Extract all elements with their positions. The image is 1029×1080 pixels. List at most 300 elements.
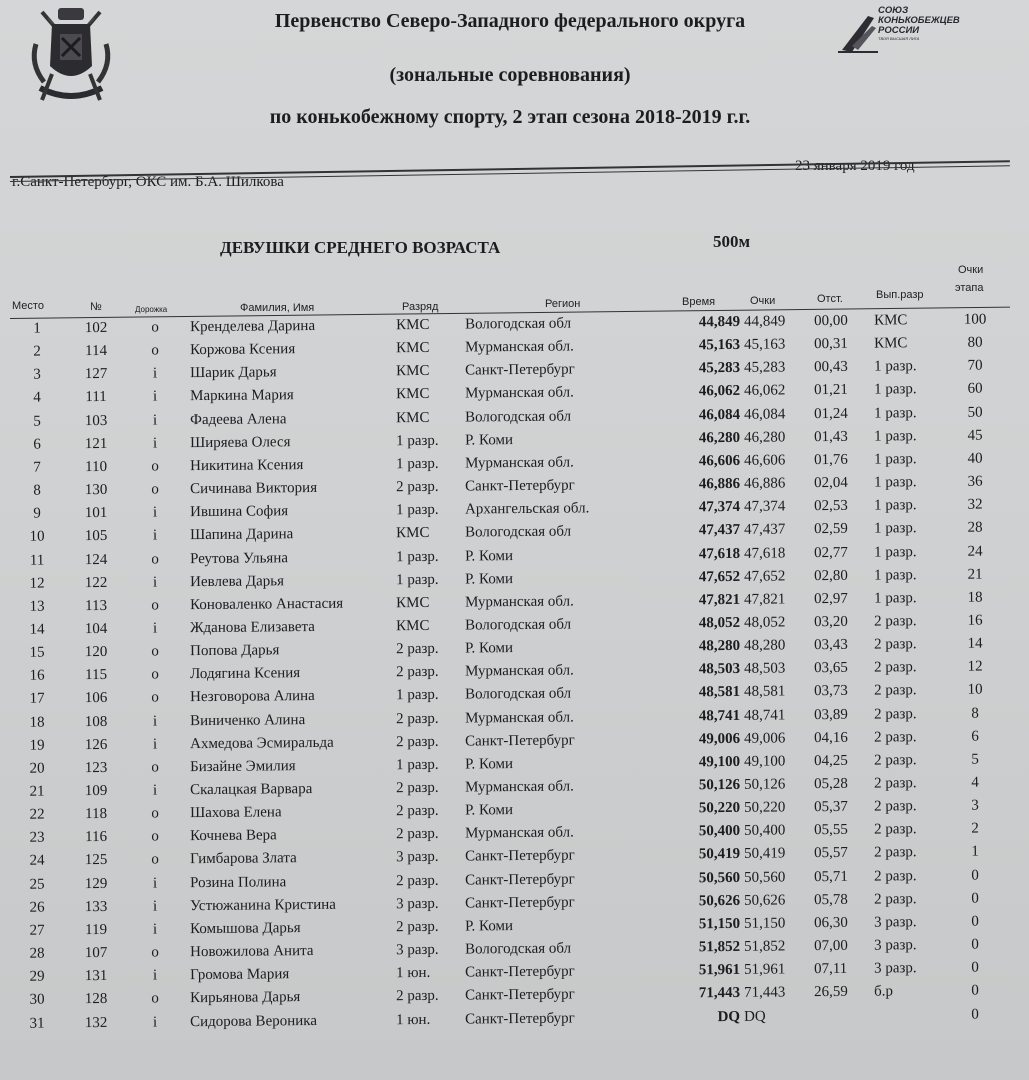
- lane-cell: o: [151, 481, 159, 498]
- place-cell: 14: [29, 621, 45, 638]
- gap-cell: 04,16: [813, 729, 848, 746]
- points-cell: 47,437: [743, 521, 786, 539]
- gap-cell: 00,31: [813, 336, 848, 353]
- grade-cell: 2 разр.: [873, 798, 917, 815]
- place-cell: 7: [33, 459, 41, 476]
- time-cell: 47,437: [698, 522, 741, 539]
- time-cell: 46,062: [698, 383, 741, 400]
- points-cell: 48,503: [743, 660, 786, 678]
- grade-cell: 3 разр.: [873, 914, 917, 931]
- number-cell: 119: [85, 921, 108, 939]
- lane-cell: o: [151, 666, 159, 683]
- gap-cell: 02,04: [813, 474, 848, 492]
- grade-cell: 1 разр.: [873, 358, 917, 375]
- grade-cell: 2 разр.: [873, 636, 917, 653]
- points-cell: 48,581: [743, 683, 786, 701]
- athlete-name: Скалацкая Варвара: [189, 781, 313, 799]
- title-line-1: Первенство Северо-Западного федерального округа: [274, 10, 746, 32]
- number-cell: 107: [84, 945, 108, 962]
- athlete-name: Сидорова Вероника: [189, 1012, 318, 1030]
- col-time: Время: [682, 296, 716, 308]
- stage-points-cell: 32: [967, 496, 983, 513]
- place-cell: 24: [29, 853, 45, 870]
- rank-cell: 2 разр.: [395, 802, 439, 820]
- points-cell: 47,821: [743, 591, 786, 608]
- time-cell: 71,443: [698, 985, 741, 1002]
- athlete-name: Коржова Ксения: [189, 341, 296, 359]
- number-cell: 129: [84, 875, 108, 892]
- region-cell: Мурманская обл.: [464, 338, 574, 356]
- points-cell: 47,652: [743, 568, 786, 585]
- region-cell: Вологодская обл: [464, 523, 572, 541]
- number-cell: 106: [84, 690, 108, 707]
- stage-points-cell: 18: [967, 589, 983, 606]
- number-cell: 120: [84, 644, 108, 661]
- lane-cell: i: [152, 365, 158, 382]
- title-line-3: по конькобежному спорту, 2 этап сезона 2018-2019 г.г.: [269, 106, 751, 128]
- athlete-name: Лодягина Ксения: [189, 665, 301, 683]
- rank-cell: 2 разр.: [395, 664, 439, 681]
- number-cell: 132: [84, 1014, 108, 1031]
- place-cell: 9: [33, 505, 41, 522]
- rank-cell: 1 юн.: [395, 965, 431, 982]
- time-cell: 46,084: [698, 406, 741, 423]
- points-cell: 50,626: [743, 892, 786, 909]
- place-cell: 19: [29, 737, 45, 754]
- region-cell: Санкт-Петербург: [464, 871, 575, 889]
- region-cell: Р. Коми: [464, 640, 514, 657]
- gap-cell: 01,21: [813, 382, 848, 399]
- gap-cell: 01,24: [813, 405, 848, 422]
- col-lane: Дорожка: [135, 305, 168, 314]
- gap-cell: 05,78: [813, 891, 848, 908]
- points-cell: 50,400: [743, 822, 786, 840]
- athlete-name: Шахова Елена: [189, 804, 282, 822]
- gap-cell: 04,25: [813, 752, 848, 770]
- points-cell: 47,618: [743, 544, 786, 562]
- rank-cell: 3 разр.: [395, 895, 439, 912]
- number-cell: 113: [85, 597, 108, 614]
- grade-cell: 2 разр.: [873, 752, 917, 769]
- stage-points-cell: 6: [971, 728, 979, 745]
- region-cell: Санкт-Петербург: [464, 847, 575, 865]
- gap-cell: 00,00: [813, 312, 848, 330]
- number-cell: 109: [84, 782, 108, 800]
- region-cell: Р. Коми: [464, 570, 514, 588]
- region-cell: Р. Коми: [464, 755, 514, 773]
- place-cell: 29: [29, 968, 45, 985]
- time-cell: 48,052: [698, 614, 741, 632]
- place-cell: 16: [29, 667, 45, 684]
- rank-cell: КМС: [395, 525, 430, 542]
- time-cell: 47,652: [698, 568, 741, 585]
- grade-cell: 2 разр.: [873, 682, 917, 700]
- athlete-name: Устюжанина Кристина: [189, 896, 336, 914]
- gap-cell: 05,28: [813, 775, 848, 793]
- lane-cell: i: [152, 435, 158, 452]
- athlete-name: Кренделева Дарина: [189, 317, 316, 336]
- number-cell: 114: [85, 343, 108, 360]
- number-cell: 115: [85, 667, 108, 684]
- logo-line-1: СОЮЗ: [878, 5, 909, 16]
- rank-cell: КМС: [395, 316, 430, 334]
- category-title: ДЕВУШКИ СРЕДНЕГО ВОЗРАСТА: [220, 238, 501, 257]
- lane-cell: i: [152, 574, 158, 591]
- time-cell: 46,606: [698, 452, 741, 470]
- athlete-name: Бизайне Эмилия: [189, 758, 296, 776]
- place-cell: 15: [29, 644, 45, 661]
- time-cell: 46,886: [698, 475, 741, 493]
- place-cell: 3: [33, 366, 41, 383]
- rank-cell: 2 разр.: [395, 918, 439, 936]
- number-cell: 126: [84, 736, 108, 753]
- stage-points-cell: 16: [967, 612, 983, 629]
- time-cell: 49,006: [698, 730, 741, 747]
- lane-cell: o: [151, 944, 159, 961]
- gap-cell: 05,71: [813, 868, 848, 885]
- place-cell: 10: [29, 528, 45, 546]
- grade-cell: 2 разр.: [873, 867, 917, 885]
- stage-points-cell: 24: [967, 543, 983, 560]
- place-cell: 25: [29, 876, 45, 893]
- stage-points-cell: 50: [967, 404, 983, 421]
- lane-cell: o: [151, 990, 159, 1007]
- time-cell: 50,400: [698, 823, 741, 840]
- rank-cell: 1 разр.: [395, 756, 439, 774]
- region-cell: Мурманская обл.: [464, 662, 574, 680]
- grade-cell: 1 разр.: [873, 474, 917, 491]
- athlete-name: Реутова Ульяна: [189, 549, 289, 567]
- grade-cell: 2 разр.: [873, 844, 917, 862]
- region-cell: Р. Коми: [464, 917, 514, 935]
- number-cell: 101: [84, 505, 108, 522]
- number-cell: 108: [84, 713, 108, 730]
- lane-cell: i: [152, 967, 158, 984]
- grade-cell: 3 разр.: [873, 960, 917, 977]
- place-cell: 13: [29, 598, 45, 615]
- rank-cell: КМС: [395, 340, 430, 357]
- gap-cell: 07,00: [813, 937, 848, 955]
- place-cell: 26: [29, 899, 45, 916]
- lane-cell: i: [152, 412, 158, 429]
- rank-cell: 2 разр.: [395, 872, 439, 889]
- points-cell: 49,100: [743, 753, 786, 770]
- lane-cell: i: [152, 504, 158, 521]
- points-cell: 46,084: [743, 406, 786, 423]
- region-cell: Мурманская обл.: [464, 778, 574, 796]
- lane-cell: i: [152, 736, 158, 753]
- region-cell: Мурманская обл.: [464, 593, 574, 611]
- rank-cell: КМС: [395, 409, 430, 426]
- time-cell: 48,280: [698, 637, 741, 655]
- lane-cell: i: [152, 1013, 158, 1031]
- lane-cell: o: [151, 597, 159, 614]
- gap-cell: 03,20: [813, 613, 848, 631]
- grade-cell: 2 разр.: [873, 613, 917, 630]
- number-cell: 130: [84, 482, 108, 499]
- region-cell: Мурманская обл.: [464, 454, 574, 472]
- gap-cell: 02,53: [813, 498, 848, 515]
- grade-cell: 1 разр.: [873, 589, 917, 607]
- grade-cell: 2 разр.: [873, 705, 917, 723]
- time-cell: 49,100: [698, 753, 741, 771]
- points-cell: 51,961: [743, 961, 786, 979]
- gap-cell: 03,73: [813, 683, 848, 700]
- points-cell: 50,419: [743, 845, 786, 863]
- grade-cell: КМС: [873, 312, 908, 329]
- number-cell: 133: [84, 898, 108, 915]
- number-cell: 104: [84, 620, 108, 638]
- time-cell: 50,220: [698, 800, 741, 817]
- place-cell: 21: [29, 783, 45, 800]
- athlete-name: Новожилова Анита: [189, 943, 314, 961]
- rank-cell: 2 разр.: [395, 710, 439, 727]
- region-cell: Вологодская обл: [464, 616, 572, 634]
- athlete-name: Ившина София: [189, 503, 289, 521]
- place-cell: 31: [29, 1015, 45, 1032]
- grade-cell: 1 разр.: [873, 543, 917, 561]
- stage-points-cell: 0: [971, 890, 979, 907]
- stage-points-cell: 28: [967, 519, 983, 537]
- region-cell: Вологодская обл: [464, 408, 572, 426]
- athlete-name: Виниченко Алина: [189, 711, 306, 729]
- grade-cell: 1 разр.: [873, 404, 917, 422]
- rank-cell: 1 разр.: [395, 455, 439, 473]
- rank-cell: КМС: [395, 617, 430, 635]
- lane-cell: i: [152, 388, 158, 405]
- athlete-name: Попова Дарья: [189, 642, 280, 660]
- region-cell: Архангельская обл.: [464, 500, 590, 518]
- place-cell: 1: [33, 320, 41, 337]
- stage-points-cell: 14: [967, 635, 983, 652]
- stage-points-cell: 45: [967, 427, 983, 444]
- lane-cell: i: [152, 921, 158, 938]
- col-grade-done: Вып.разр: [876, 289, 924, 301]
- col-rank: Разряд: [402, 301, 439, 313]
- gap-cell: 05,55: [813, 822, 848, 839]
- lane-cell: o: [151, 342, 159, 359]
- stage-points-cell: 4: [971, 774, 979, 791]
- place-cell: 4: [33, 390, 41, 407]
- time-cell: 50,419: [698, 846, 741, 863]
- stage-points-cell: 80: [967, 334, 983, 351]
- distance-label: 500м: [713, 232, 751, 251]
- points-cell: 46,062: [743, 382, 786, 400]
- athlete-name: Коноваленко Анастасия: [189, 595, 344, 613]
- stage-points-cell: 21: [967, 566, 983, 583]
- points-cell: 46,886: [743, 475, 786, 492]
- place-cell: 23: [29, 829, 45, 847]
- region-cell: Санкт-Петербург: [464, 986, 575, 1004]
- athlete-name: Ширяева Олеся: [189, 433, 291, 451]
- athlete-name: Фадеева Алена: [189, 410, 287, 428]
- athlete-name: Шапина Дарина: [189, 526, 294, 544]
- place-cell: 8: [33, 482, 41, 499]
- grade-cell: КМС: [873, 335, 908, 352]
- gap-cell: 07,11: [813, 961, 848, 978]
- col-region: Регион: [545, 298, 581, 310]
- region-cell: Мурманская обл.: [464, 384, 574, 402]
- number-cell: 128: [84, 991, 108, 1008]
- number-cell: 127: [84, 366, 108, 383]
- gap-cell: 06,30: [813, 914, 848, 932]
- number-cell: 103: [84, 412, 108, 429]
- grade-cell: 1 разр.: [873, 427, 917, 445]
- stage-points-cell: 0: [971, 936, 979, 953]
- stage-points-cell: 100: [963, 311, 987, 328]
- lane-cell: o: [151, 805, 159, 822]
- time-cell: 45,163: [698, 337, 741, 354]
- region-cell: Санкт-Петербург: [464, 477, 575, 495]
- region-cell: Санкт-Петербург: [464, 1009, 575, 1028]
- place-cell: 28: [29, 945, 45, 962]
- time-cell: 45,283: [698, 360, 741, 377]
- lane-cell: i: [152, 620, 158, 637]
- region-cell: Р. Коми: [464, 802, 514, 819]
- number-cell: 121: [84, 435, 108, 452]
- grade-cell: 1 разр.: [873, 381, 917, 399]
- region-cell: Р. Коми: [464, 431, 514, 449]
- logo-line-3: РОССИИ: [878, 25, 920, 36]
- athlete-name: Комышова Дарья: [189, 920, 301, 938]
- region-cell: Санкт-Петербург: [464, 361, 575, 379]
- grade-cell: 2 разр.: [873, 659, 917, 676]
- number-cell: 116: [85, 829, 108, 846]
- grade-cell: 1 разр.: [873, 566, 917, 584]
- points-cell: 51,150: [743, 915, 786, 932]
- time-cell: 50,626: [698, 892, 741, 910]
- points-cell: 44,849: [743, 313, 786, 330]
- rank-cell: 1 разр.: [395, 571, 439, 588]
- lane-cell: i: [152, 898, 158, 915]
- place-cell: 6: [33, 436, 41, 453]
- athlete-name: Гимбарова Злата: [189, 850, 297, 868]
- athlete-name: Ахмедова Эсмиральда: [189, 734, 334, 752]
- athlete-name: Кочнева Вера: [189, 827, 277, 845]
- points-cell: 50,220: [743, 799, 786, 816]
- gap-cell: 02,77: [813, 544, 848, 561]
- number-cell: 110: [85, 458, 108, 476]
- stage-points-cell: 1: [971, 844, 979, 861]
- gap-cell: 26,59: [813, 984, 848, 1001]
- region-cell: Мурманская обл.: [464, 709, 574, 727]
- time-cell: DQ: [717, 1008, 741, 1025]
- athlete-name: Розина Полина: [189, 873, 287, 891]
- number-cell: 124: [84, 551, 108, 568]
- grade-cell: 3 разр.: [873, 937, 917, 954]
- col-stage-points-top: Очки: [958, 264, 984, 276]
- lane-cell: o: [151, 851, 159, 868]
- stage-points-cell: 0: [971, 982, 979, 1000]
- time-cell: 51,961: [698, 962, 741, 979]
- col-points: Очки: [750, 295, 776, 307]
- gap-cell: 00,43: [813, 359, 848, 376]
- rank-cell: КМС: [395, 363, 430, 380]
- col-number: №: [90, 301, 102, 313]
- region-cell: Санкт-Петербург: [464, 963, 575, 981]
- gap-cell: 01,76: [813, 451, 848, 469]
- rank-cell: 2 разр.: [395, 640, 439, 658]
- place-cell: 17: [29, 690, 45, 708]
- time-cell: 48,581: [698, 684, 741, 701]
- athlete-name: Никитина Ксения: [189, 456, 304, 475]
- stage-points-cell: 0: [971, 959, 979, 976]
- points-cell: 50,126: [743, 776, 786, 793]
- gap-cell: 05,37: [813, 799, 848, 816]
- grade-cell: 2 разр.: [873, 890, 917, 908]
- rank-cell: 3 разр.: [395, 849, 439, 866]
- region-cell: Мурманская обл.: [464, 824, 574, 842]
- gap-cell: 02,59: [813, 521, 848, 538]
- time-cell: 50,560: [698, 869, 741, 886]
- stage-points-cell: 0: [971, 1006, 979, 1023]
- grade-cell: 1 разр.: [873, 451, 917, 468]
- time-cell: 47,821: [698, 591, 741, 609]
- place-cell: 2: [33, 343, 41, 360]
- number-cell: 131: [84, 968, 108, 985]
- points-cell: 48,052: [743, 614, 786, 631]
- points-cell: 46,606: [743, 452, 786, 469]
- time-cell: 47,374: [698, 499, 741, 516]
- rank-cell: 1 разр.: [395, 432, 439, 449]
- lane-cell: o: [151, 689, 159, 706]
- points-cell: 48,280: [743, 637, 786, 654]
- rank-cell: 1 разр.: [395, 548, 439, 565]
- points-cell: 49,006: [743, 730, 786, 747]
- athlete-name: Сичинава Виктория: [189, 480, 318, 498]
- lane-cell: o: [151, 759, 159, 776]
- athlete-name: Кирьянова Дарья: [189, 989, 301, 1007]
- lane-cell: i: [152, 527, 158, 544]
- col-gap: Отст.: [817, 293, 843, 305]
- stage-points-cell: 70: [967, 357, 983, 375]
- rank-cell: КМС: [395, 594, 430, 611]
- logo-line-2: КОНЬКОБЕЖЦЕВ: [878, 15, 960, 26]
- col-name: Фамилия, Имя: [240, 302, 315, 314]
- lane-cell: o: [151, 319, 159, 336]
- rank-cell: 1 юн.: [395, 1011, 431, 1028]
- rank-cell: КМС: [395, 386, 430, 403]
- grade-cell: 2 разр.: [873, 728, 917, 746]
- rank-cell: 1 разр.: [395, 501, 439, 519]
- logo-tagline: ТВОЯ ВЫСШАЯ ЛИГА: [878, 36, 920, 41]
- athlete-name: Громова Мария: [189, 966, 290, 984]
- time-cell: 46,280: [698, 429, 741, 447]
- points-cell: 48,741: [743, 707, 786, 724]
- gap-cell: 02,97: [813, 590, 848, 607]
- place-cell: 27: [29, 922, 45, 939]
- stage-points-cell: 3: [971, 797, 979, 814]
- lane-cell: o: [151, 550, 159, 568]
- grade-cell: 1 разр.: [873, 497, 917, 514]
- lane-cell: o: [151, 828, 159, 845]
- points-cell: 50,560: [743, 869, 786, 886]
- col-place: Место: [12, 300, 44, 312]
- gap-cell: 03,89: [813, 706, 848, 723]
- grade-cell: 2 разр.: [873, 821, 917, 838]
- rank-cell: 1 разр.: [395, 687, 439, 704]
- gap-cell: 03,43: [813, 636, 848, 654]
- lane-cell: o: [151, 458, 159, 475]
- title-line-2: (зональные соревнования): [389, 64, 631, 86]
- number-cell: 111: [85, 389, 107, 406]
- athlete-name: Жданова Елизавета: [189, 618, 315, 637]
- event-date: 23 января 2019 год: [795, 158, 915, 174]
- lane-cell: i: [152, 782, 158, 799]
- region-cell: Вологодская обл: [464, 685, 572, 703]
- time-cell: 50,126: [698, 776, 741, 794]
- number-cell: 123: [84, 759, 108, 777]
